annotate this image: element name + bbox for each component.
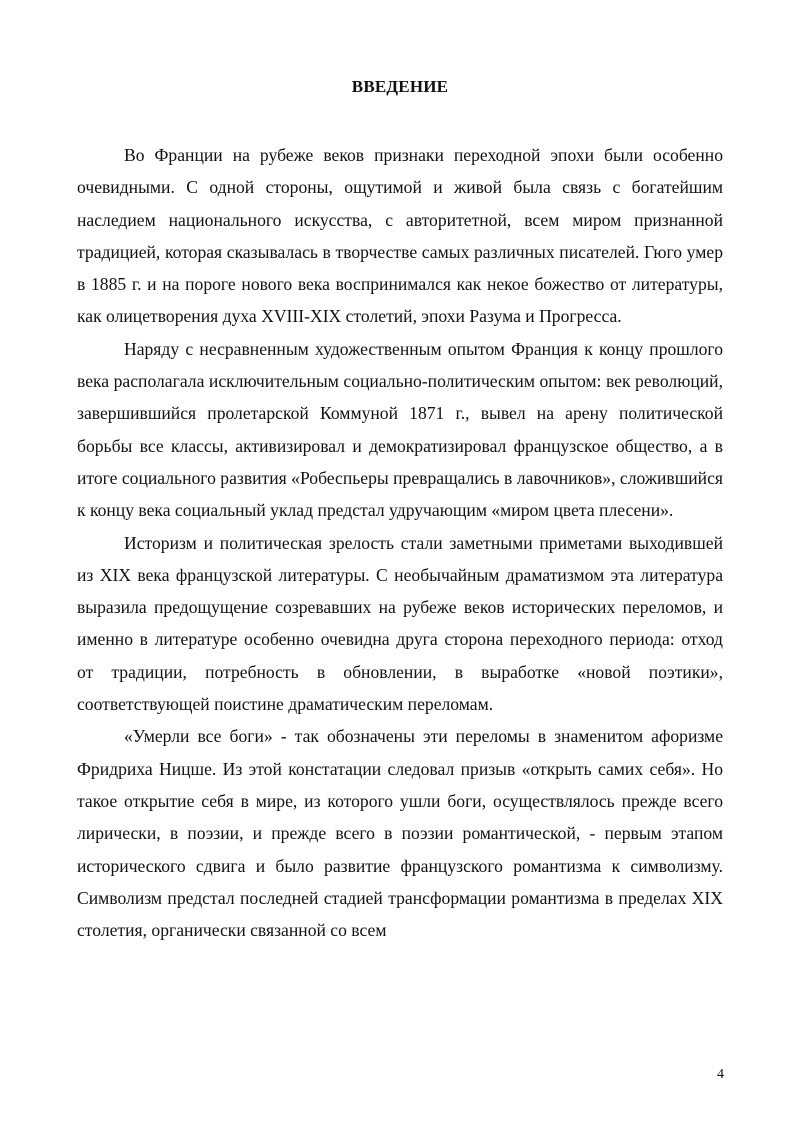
paragraph-3: Историзм и политическая зрелость стали заметными приметами выходившей из XIX века французской литературы. С необычайным драматизмом эта литература выразила предощущение созревавших на рубеже веков исторических переломов, и именно в литературе особенно очевидна друга сторона переходного периода: отход от традиции, потребность в обновлении, в выработке «новой поэтики», соответствующей поистине драматическим переломам.	[77, 532, 723, 715]
body-text	[77, 139, 723, 946]
paragraph-4: «Умерли все боги» - так обозначены эти переломы в знаменитом афоризме Фридриха Ницше. Из этой констатации следовал призыв «открыть самих себя». Но такое открытие себя в мире, из которого ушли боги, осуществлялось прежде всего лирически, в поэзии, и прежде всего в поэзии романтической, - первым этапом исторического сдвига и было развитие французского романтизма к символизму. Символизм предстал последней стадией трансформации романтизма в пределах XIX столетия, органически связанной со всем	[77, 726, 723, 941]
paragraph-1: Во Франции на рубеже веков признаки переходной эпохи были особенно очевидными. С одной стороны, ощутимой и живой была связь с богатейшим наследием национального искусства, с авторитетной, всем миром признанной традицией, которая сказывалась в творчестве самых различных писателей. Гюго умер в 1885 г. и на пороге нового века воспринимался как некое божество от литературы, как олицетворения духа XVIII-XIX столетий, эпохи Разума и Прогресса.	[77, 145, 723, 327]
paragraph-2: Наряду с несравненным художественным опытом Франция к концу прошлого века располагала исключительным социально-политическим опытом: век революций, завершившийся пролетарской Коммуной 1871 г., вывел на арену политической борьбы все классы, активизировал и демократизировал французское общество, а в итоге социального развития «Робеспьеры превращались в лавочников», сложившийся к концу века социальный уклад предстал удручающим «миром цвета плесени».	[77, 338, 723, 521]
page-number: 4	[717, 1067, 724, 1082]
page-title: ВВЕДЕНИЕ	[351, 77, 449, 96]
